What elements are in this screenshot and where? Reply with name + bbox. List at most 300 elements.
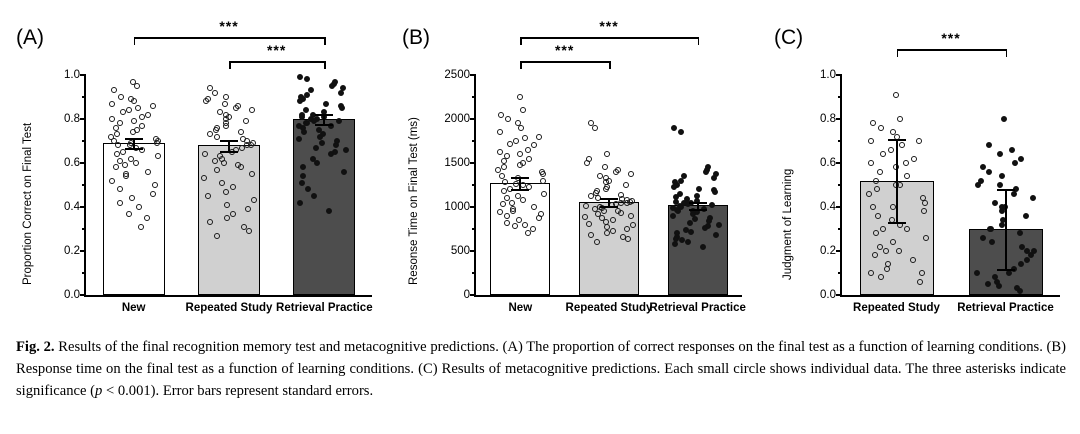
data-point <box>329 83 335 89</box>
significance-bracket <box>897 49 1006 51</box>
data-point <box>624 200 630 206</box>
data-point <box>870 204 876 210</box>
data-point <box>878 125 884 131</box>
data-point <box>675 208 681 214</box>
error-bar-cap <box>888 222 906 224</box>
error-bar-cap <box>888 139 906 141</box>
y-tick-mark <box>80 250 86 252</box>
data-point <box>230 184 236 190</box>
y-tick-mark-minor <box>838 184 842 186</box>
data-point <box>139 114 145 120</box>
data-point <box>246 228 252 234</box>
data-point <box>517 151 523 157</box>
significance-bracket <box>229 61 324 63</box>
data-point <box>604 230 610 236</box>
data-point <box>500 201 506 207</box>
error-bar-cap <box>315 124 333 126</box>
data-point <box>712 189 718 195</box>
data-point <box>214 233 220 239</box>
data-point <box>996 283 1002 289</box>
data-point <box>711 175 717 181</box>
data-point <box>502 179 508 185</box>
panel-b-ylabel: Resonse Time on Final Test (ms) <box>408 117 420 285</box>
data-point <box>1018 156 1024 162</box>
data-point <box>230 211 236 217</box>
y-tick-mark <box>470 206 476 208</box>
data-point <box>109 116 115 122</box>
data-point <box>1012 160 1018 166</box>
y-tick-mark <box>80 118 86 120</box>
error-bar-cap <box>220 140 238 142</box>
data-point <box>975 182 981 188</box>
data-point <box>304 76 310 82</box>
data-point <box>582 214 588 220</box>
data-point <box>114 151 120 157</box>
data-point <box>1023 213 1029 219</box>
data-point <box>536 215 542 221</box>
data-point <box>202 151 208 157</box>
x-tick-label: Retrieval Practice <box>276 302 373 314</box>
data-point <box>507 141 513 147</box>
data-point <box>910 257 916 263</box>
data-point <box>904 226 910 232</box>
caption-stat-rest: < 0.001). Error bars represent standard errors. <box>102 382 374 399</box>
data-point <box>700 244 706 250</box>
y-tick-label: 500 <box>450 245 470 257</box>
data-point <box>122 162 128 168</box>
y-tick-mark-minor <box>838 140 842 142</box>
data-point <box>516 217 522 223</box>
data-point <box>610 217 616 223</box>
data-point <box>244 142 250 148</box>
data-point <box>504 213 510 219</box>
y-tick-mark <box>836 294 842 296</box>
data-point <box>987 226 993 232</box>
data-point <box>1009 147 1015 153</box>
data-point <box>911 156 917 162</box>
bar <box>103 143 165 295</box>
data-point <box>118 94 124 100</box>
data-point <box>497 129 503 135</box>
data-point <box>109 101 115 107</box>
data-point <box>989 239 995 245</box>
data-point <box>115 142 121 148</box>
data-point <box>874 186 880 192</box>
data-point <box>1017 230 1023 236</box>
data-point <box>986 142 992 148</box>
data-point <box>713 232 719 238</box>
significance-bracket-tick <box>520 37 522 45</box>
y-tick-label: 1000 <box>444 201 470 213</box>
data-point <box>111 87 117 93</box>
data-point <box>319 140 325 146</box>
data-point <box>341 169 347 175</box>
data-point <box>670 213 676 219</box>
error-bar <box>896 139 898 223</box>
panel-a-label: (A) <box>16 26 44 49</box>
data-point <box>896 248 902 254</box>
error-bar-cap <box>997 189 1015 191</box>
data-point <box>297 200 303 206</box>
data-point <box>531 142 537 148</box>
y-tick-label: 2500 <box>444 69 470 81</box>
data-point <box>625 236 631 242</box>
y-tick-label: 0.8 <box>820 113 836 125</box>
y-tick-label: 0.4 <box>64 201 80 213</box>
data-point <box>520 107 526 113</box>
data-point <box>525 147 531 153</box>
data-point <box>618 210 624 216</box>
error-bar-cap <box>689 202 707 204</box>
data-point <box>897 116 903 122</box>
data-point <box>249 107 255 113</box>
x-tick-label: Retrieval Practice <box>957 302 1054 314</box>
data-point <box>618 200 624 206</box>
error-bar-cap <box>600 198 618 200</box>
y-tick-mark <box>836 118 842 120</box>
y-tick-mark <box>80 74 86 76</box>
y-tick-mark-minor <box>82 96 86 98</box>
data-point <box>992 200 998 206</box>
data-point <box>586 221 592 227</box>
error-bar-cap <box>220 151 238 153</box>
y-tick-mark-minor <box>472 272 476 274</box>
panel-a <box>0 0 390 330</box>
y-tick-mark <box>470 294 476 296</box>
significance-stars: *** <box>219 18 239 34</box>
data-point <box>126 211 132 217</box>
data-point <box>135 105 141 111</box>
data-point <box>875 213 881 219</box>
y-tick-label: 1.0 <box>64 69 80 81</box>
y-tick-mark-minor <box>82 228 86 230</box>
data-point <box>238 164 244 170</box>
data-point <box>872 252 878 258</box>
data-point <box>212 90 218 96</box>
data-point <box>134 83 140 89</box>
significance-bracket-tick <box>520 61 522 69</box>
significance-stars: *** <box>599 18 619 34</box>
data-point <box>245 206 251 212</box>
significance-stars: *** <box>554 42 575 58</box>
data-point <box>497 209 503 215</box>
data-point <box>297 98 303 104</box>
data-point <box>630 222 636 228</box>
data-point <box>696 186 702 192</box>
y-tick-label: 0.0 <box>64 289 80 301</box>
data-point <box>509 200 515 206</box>
data-point <box>531 204 537 210</box>
data-point <box>212 158 218 164</box>
data-point <box>207 131 213 137</box>
data-point <box>592 125 598 131</box>
data-point <box>877 244 883 250</box>
x-tick-label: Retrieval Practice <box>649 302 746 314</box>
data-point <box>526 156 532 162</box>
data-point <box>678 129 684 135</box>
data-point <box>213 127 219 133</box>
data-point <box>613 169 619 175</box>
data-point <box>980 235 986 241</box>
data-point <box>530 226 536 232</box>
y-tick-mark-minor <box>82 272 86 274</box>
error-bar-cap <box>125 148 143 150</box>
data-point <box>205 193 211 199</box>
data-point <box>145 169 151 175</box>
y-tick-mark <box>80 206 86 208</box>
data-point <box>868 270 874 276</box>
data-point <box>904 173 910 179</box>
data-point <box>518 125 524 131</box>
data-point <box>602 164 608 170</box>
data-point <box>152 182 158 188</box>
x-tick-label: New <box>121 302 146 314</box>
caption-label: Fig. 2. <box>16 339 55 355</box>
data-point <box>716 222 722 228</box>
significance-bracket-tick <box>609 61 611 69</box>
data-point <box>903 160 909 166</box>
data-point <box>1017 288 1023 294</box>
data-point <box>588 193 594 199</box>
data-point <box>138 224 144 230</box>
data-point <box>921 208 927 214</box>
data-point <box>877 169 883 175</box>
y-tick-mark-minor <box>472 184 476 186</box>
significance-bracket-tick <box>229 61 231 69</box>
x-tick-label: Repeated Study <box>853 302 940 314</box>
data-point <box>130 129 136 135</box>
data-point <box>1001 116 1007 122</box>
y-tick-label: 0.4 <box>820 201 836 213</box>
y-tick-mark-minor <box>472 228 476 230</box>
panel-c-ylabel: Judgment of Learning <box>782 168 794 280</box>
data-point <box>997 151 1003 157</box>
data-point <box>305 186 311 192</box>
data-point <box>223 123 229 129</box>
data-point <box>584 160 590 166</box>
data-point <box>214 134 220 140</box>
data-point <box>120 109 126 115</box>
data-point <box>224 215 230 221</box>
panel-a-ylabel: Proportion Correct on Final Test <box>22 122 34 285</box>
y-tick-mark-minor <box>472 96 476 98</box>
data-point <box>671 125 677 131</box>
significance-bracket-tick <box>698 37 700 45</box>
data-point <box>601 208 607 214</box>
data-point <box>522 135 528 141</box>
data-point <box>117 186 123 192</box>
data-point <box>297 74 303 80</box>
y-tick-label: 2000 <box>444 113 470 125</box>
data-point <box>338 90 344 96</box>
data-point <box>123 173 129 179</box>
data-point <box>1006 270 1012 276</box>
data-point <box>131 98 137 104</box>
data-point <box>985 281 991 287</box>
data-point <box>114 131 120 137</box>
data-point <box>1030 195 1036 201</box>
x-tick-label: Repeated Study <box>565 302 653 314</box>
data-point <box>301 129 307 135</box>
y-tick-label: 1.0 <box>820 69 836 81</box>
data-point <box>150 191 156 197</box>
data-point <box>878 274 884 280</box>
panel-b-plot <box>444 18 746 314</box>
panel-c-label: (C) <box>774 26 804 49</box>
significance-bracket <box>520 37 697 39</box>
data-point <box>866 191 872 197</box>
significance-bracket <box>134 37 325 39</box>
data-point <box>883 248 889 254</box>
data-point <box>336 118 342 124</box>
data-point <box>133 160 139 166</box>
data-point <box>890 239 896 245</box>
data-point <box>1011 191 1017 197</box>
data-point <box>144 215 150 221</box>
significance-bracket-tick <box>324 61 326 69</box>
error-bar-cap <box>315 114 333 116</box>
data-point <box>923 235 929 241</box>
data-point <box>510 208 516 214</box>
data-point <box>299 180 305 186</box>
data-point <box>154 140 160 146</box>
data-point <box>703 169 709 175</box>
data-point <box>203 98 209 104</box>
y-tick-mark <box>80 162 86 164</box>
panel-a-plot <box>64 18 373 314</box>
data-point <box>899 142 905 148</box>
y-tick-label: 0 <box>463 289 470 301</box>
caption-text: Results of the final recognition memory test and metacognitive predictions. (A) The proportion of correct responses on the final test as a function of learning conditions. (B) Response time on the final test as a function of learning conditions. (C) Results of metacognitive predictions. Each small circle shows individual data. The three asterisks indicate significance ( <box>16 339 1066 399</box>
y-tick-mark-minor <box>838 96 842 98</box>
data-point <box>333 142 339 148</box>
data-point <box>323 101 329 107</box>
data-point <box>873 230 879 236</box>
data-point <box>499 173 505 179</box>
caption-stat-symbol: p <box>95 382 103 399</box>
data-point <box>583 203 589 209</box>
data-point <box>201 175 207 181</box>
data-point <box>113 164 119 170</box>
data-point <box>131 118 137 124</box>
data-point <box>512 223 518 229</box>
data-point <box>873 178 879 184</box>
y-tick-mark <box>470 74 476 76</box>
data-point <box>604 151 610 157</box>
error-bar-cap <box>689 209 707 211</box>
data-point <box>505 116 511 122</box>
data-point <box>974 270 980 276</box>
data-point <box>214 167 220 173</box>
data-point <box>150 103 156 109</box>
significance-bracket-tick <box>324 37 326 45</box>
panel-c-plot <box>820 30 1060 314</box>
data-point <box>685 239 691 245</box>
data-point <box>517 94 523 100</box>
data-point <box>517 162 523 168</box>
data-point <box>296 136 302 142</box>
data-point <box>339 105 345 111</box>
data-point <box>498 112 504 118</box>
y-tick-label: 0.6 <box>820 157 836 169</box>
data-point <box>219 180 225 186</box>
error-bar-cap <box>511 189 529 191</box>
y-tick-mark <box>836 74 842 76</box>
data-point <box>109 178 115 184</box>
data-point <box>314 160 320 166</box>
data-point <box>239 145 245 151</box>
y-tick-mark <box>836 250 842 252</box>
data-point <box>328 151 334 157</box>
data-point <box>221 160 227 166</box>
significance-bracket <box>520 61 609 63</box>
data-point <box>692 216 698 222</box>
y-tick-mark <box>470 162 476 164</box>
data-point <box>223 94 229 100</box>
data-point <box>117 200 123 206</box>
data-point <box>501 158 507 164</box>
data-point <box>986 169 992 175</box>
error-bar-cap <box>125 138 143 140</box>
y-tick-label: 1500 <box>444 157 470 169</box>
y-tick-label: 0.2 <box>64 245 80 257</box>
significance-bracket-tick <box>1006 49 1008 57</box>
significance-bracket-tick <box>897 49 899 57</box>
y-tick-mark <box>836 206 842 208</box>
error-bar <box>1005 189 1007 268</box>
data-point <box>136 204 142 210</box>
data-point <box>628 171 634 177</box>
data-point <box>917 279 923 285</box>
data-point <box>536 134 542 140</box>
y-tick-mark-minor <box>472 140 476 142</box>
data-point <box>594 239 600 245</box>
y-tick-label: 0.2 <box>820 245 836 257</box>
data-point <box>893 92 899 98</box>
data-point <box>623 182 629 188</box>
y-tick-mark <box>470 118 476 120</box>
data-point <box>113 125 119 131</box>
data-point <box>604 224 610 230</box>
data-point <box>525 230 531 236</box>
data-point <box>868 160 874 166</box>
data-point <box>922 200 928 206</box>
y-tick-mark <box>80 294 86 296</box>
data-point <box>588 232 594 238</box>
y-tick-label: 0.8 <box>64 113 80 125</box>
y-tick-label: 0.0 <box>820 289 836 301</box>
data-point <box>207 219 213 225</box>
data-point <box>1018 261 1024 267</box>
data-point <box>223 189 229 195</box>
y-tick-mark <box>836 162 842 164</box>
data-point <box>343 147 349 153</box>
data-point <box>702 225 708 231</box>
data-point <box>870 120 876 126</box>
data-point <box>300 173 306 179</box>
data-point <box>504 220 510 226</box>
error-bar-cap <box>997 269 1015 271</box>
data-point <box>671 184 677 190</box>
data-point <box>313 145 319 151</box>
panel-b <box>390 0 760 330</box>
data-point <box>251 197 257 203</box>
panel-c <box>760 0 1080 330</box>
data-point <box>155 153 161 159</box>
data-point <box>888 147 894 153</box>
data-point <box>145 112 151 118</box>
data-point <box>126 107 132 113</box>
